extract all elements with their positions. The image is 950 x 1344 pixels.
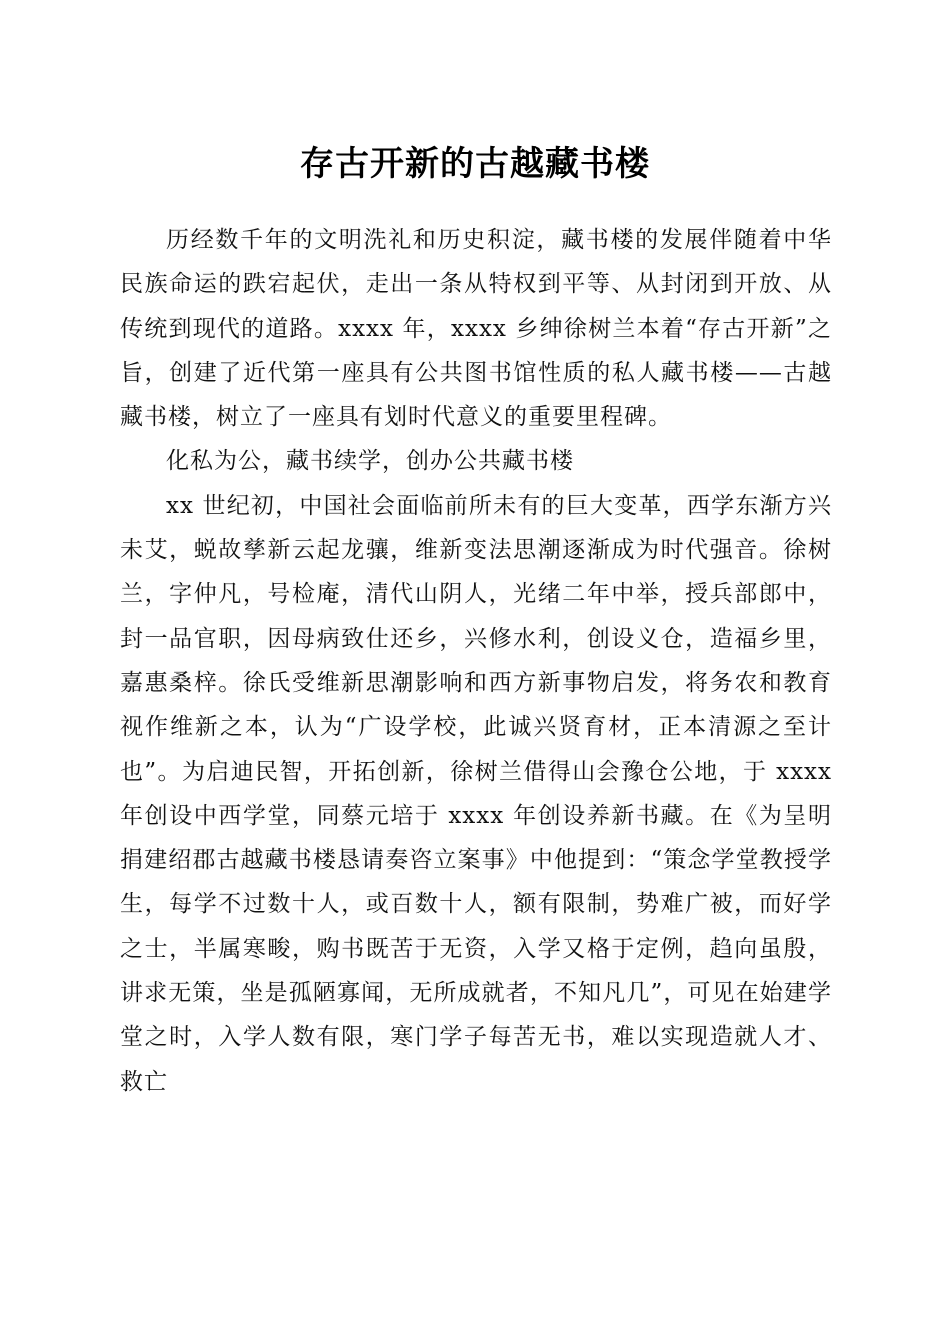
paragraph-intro: 历经数千年的文明洗礼和历史积淀，藏书楼的发展伴随着中华民族命运的跌宕起伏，走出一条从特权到平等、从封闭到开放、从传统到现代的道路。xxxx 年，xxxx 乡绅徐树兰本着“存古开新”之旨，创建了近代第一座具有公共图书馆性质的私人藏书楼——古越藏书楼，树立了一座具有划时代意义的重要里程碑。: [120, 227, 832, 431]
paragraph-history: xx 世纪初，中国社会面临前所未有的巨大变革，西学东渐方兴未艾，蜕故孳新云起龙骧，维新变法思潮逐渐成为时代强音。徐树兰，字仲凡，号检庵，清代山阴人，光绪二年中举，授兵部郎中，封一品官职，因母病致仕还乡，兴修水利，创设义仓，造福乡里，嘉惠桑梓。徐氏受维新思潮影响和西方新事物启发，将务农和教育视作维新之本，认为“广设学校，此诚兴贤育材，正本清源之至计也”。为启迪民智，开拓创新，徐树兰借得山会豫仓公地，于 xxxx 年创设中西学堂，同蔡元培于 xxxx 年创设养新书藏。在《为呈明捐建绍郡古越藏书楼恳请奏咨立案事》中他提到：“策念学堂教授学生，每学不过数十人，或百数十人，额有限制，势难广被，而好学之士，半属寒畯，购书既苦于无资，入学又格于定例，趋向虽殷，讲求无策，坐是孤陋寡闻，无所成就者，不知凡几”，可见在始建学堂之时，入学人数有限，寒门学子每苦无书，难以实现造就人才、救亡: [120, 492, 832, 1095]
document-body: [120, 218, 832, 1104]
section-heading: 化私为公，藏书续学，创办公共藏书楼: [166, 448, 574, 475]
document-title: 存古开新的古越藏书楼: [300, 144, 650, 184]
